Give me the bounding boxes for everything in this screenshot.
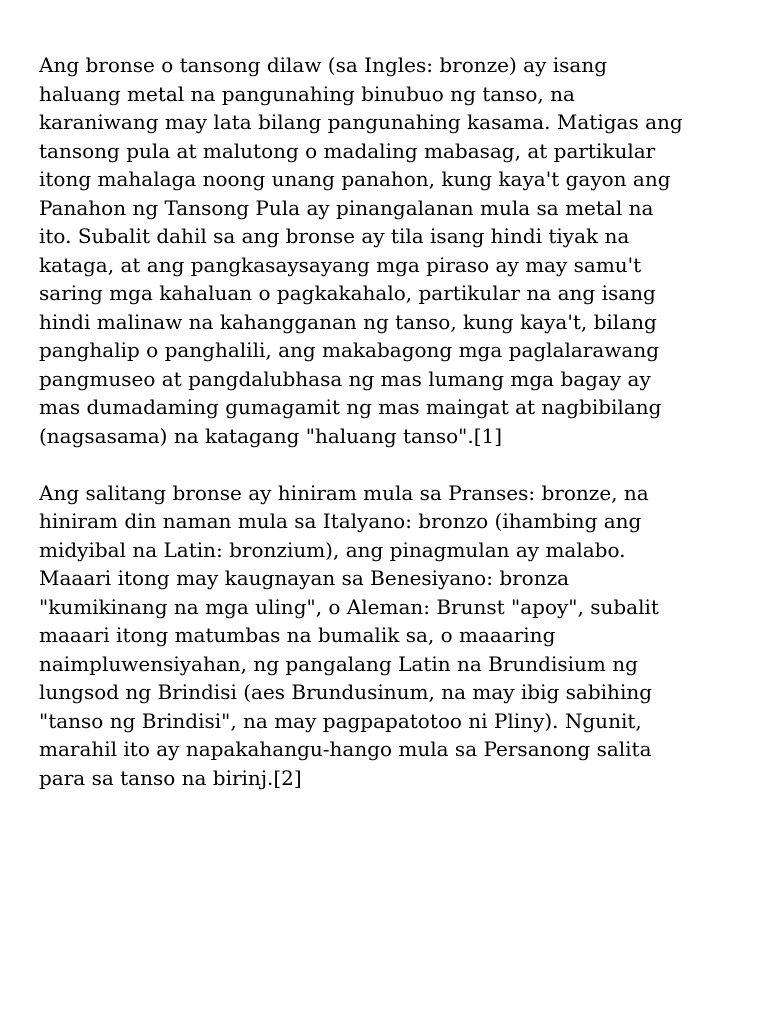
- text-line: naimpluwensiyahan, ng pangalang Latin na Brundisium ng: [39, 651, 638, 676]
- text-line: pangmuseo at pangdalubhasa ng mas lumang mga bagay ay: [39, 366, 651, 391]
- text-line: panghalip o panghalili, ang makabagong mga paglalarawang: [39, 338, 660, 362]
- text-line: maaari itong matumbas na bumalik sa, o maaaring: [39, 623, 556, 647]
- text-line: Ang bronse o tansong dilaw (sa Ingles: bronze) ay isang: [39, 53, 607, 77]
- text-line: haluang metal na pangunahing binubuo ng tanso, na: [39, 81, 575, 106]
- paragraph-2: [39, 479, 739, 793]
- text-line: Panahon ng Tansong Pula ay pinangalanan mula sa metal na: [39, 195, 654, 220]
- text-line: (nagsasama) na katagang "haluang tanso".[1]: [39, 423, 503, 448]
- text-line: Ang salitang bronse ay hiniram mula sa Pranses: bronze, na: [39, 480, 649, 505]
- text-line: "tanso ng Brindisi", na may pagpapatotoo ni Pliny). Ngunit,: [39, 708, 642, 733]
- text-line: Maaari itong may kaugnayan sa Benesiyano: bronza: [39, 566, 570, 590]
- text-line: "kumikinang na mga uling", o Aleman: Brunst "apoy", subalit: [39, 594, 659, 619]
- text-line: karaniwang may lata bilang pangunahing kasama. Matigas ang: [39, 110, 683, 134]
- text-line: ito. Subalit dahil sa ang bronse ay tila isang hindi tiyak na: [39, 224, 630, 248]
- text-line: tansong pula at malutong o madaling mabasag, at partikular: [39, 138, 656, 163]
- text-line: marahil ito ay napakahangu-hango mula sa Persanong salita: [39, 737, 652, 761]
- text-line: mas dumadaming gumagamit ng mas maingat at nagbibilang: [39, 395, 662, 419]
- text-line: kataga, at ang pangkasaysayang mga piraso ay may samu't: [39, 252, 642, 277]
- text-line: saring mga kahaluan o pagkakahalo, partikular na ang isang: [39, 281, 656, 305]
- text-line: para sa tanso na birinj.[2]: [39, 765, 302, 790]
- text-line: hiniram din naman mula sa Italyano: bronzo (ihambing ang: [39, 509, 642, 533]
- document-page: [39, 51, 739, 792]
- text-line: hindi malinaw na kahangganan ng tanso, kung kaya't, bilang: [39, 309, 657, 334]
- text-line: itong mahalaga noong unang panahon, kung kaya't gayon ang: [39, 167, 671, 191]
- text-line: lungsod ng Brindisi (aes Brundusinum, na may ibig sabihing: [39, 680, 653, 704]
- paragraph-1: [39, 51, 739, 450]
- text-line: midyibal na Latin: bronzium), ang pinagmulan ay malabo.: [39, 537, 626, 562]
